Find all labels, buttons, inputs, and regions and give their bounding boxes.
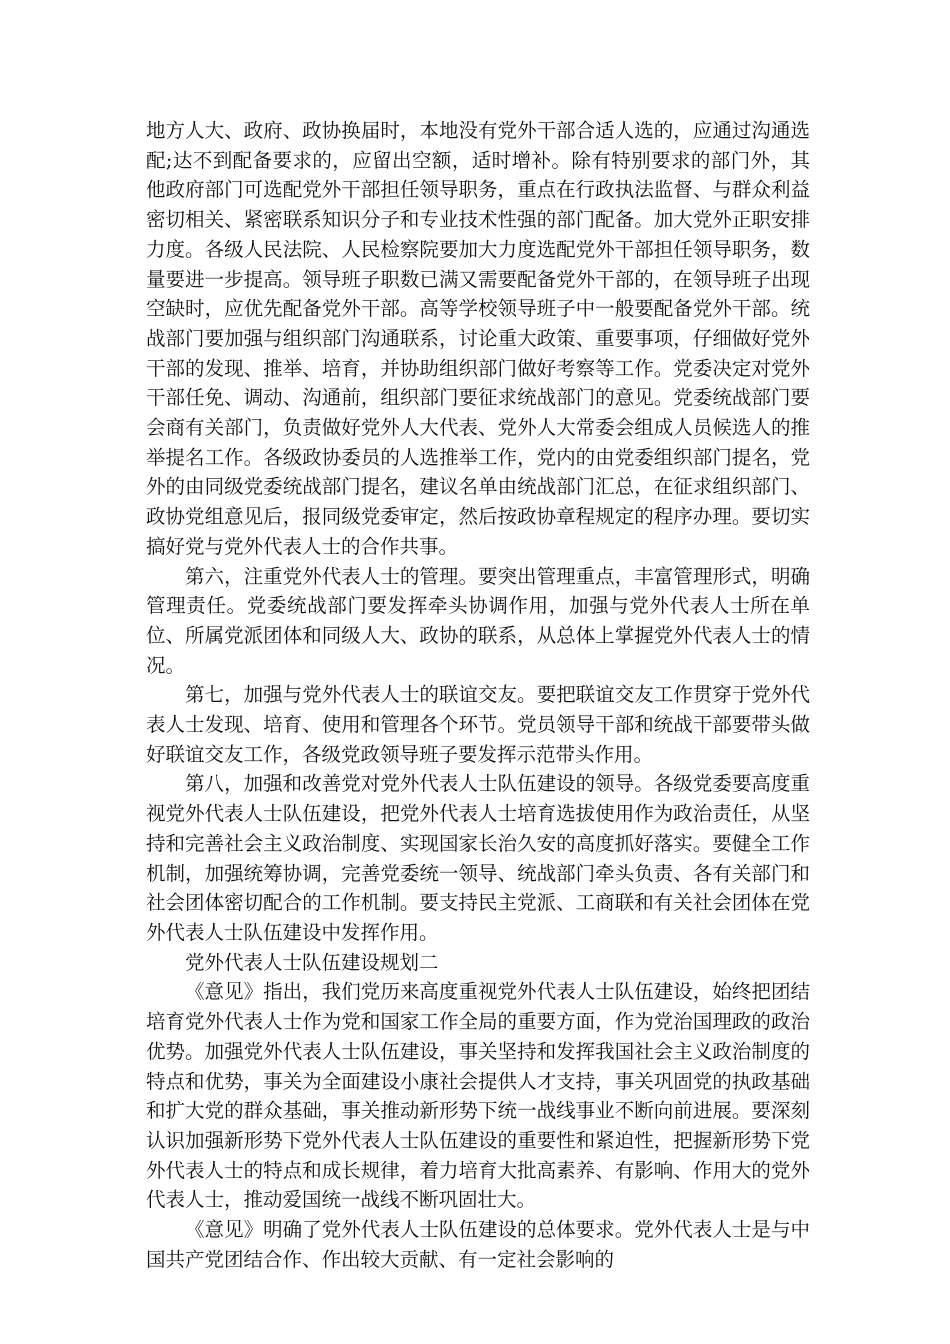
document-body (146, 116, 810, 1274)
paragraph-point-eight: 第八，加强和改善党对党外代表人士队伍建设的领导。各级党委要高度重视党外代表人士队伍建设，把党外代表人士培育选拔使用作为政治责任，从坚持和完善社会主义政治制度、实现国家长治久安的高度抓好落实。要健全工作机制，加强统筹协调，完善党委统一领导、统战部门牵头负责、各有关部门和社会团体密切配合的工作机制。要支持民主党派、工商联和有关社会团体在党外代表人士队伍建设中发挥作用。 (146, 772, 810, 944)
paragraph-opinion-requirements: 《意见》明确了党外代表人士队伍建设的总体要求。党外代表人士是与中国共产党团结合作、作出较大贡献、有一定社会影响的 (146, 1218, 810, 1271)
paragraph-point-seven: 第七，加强与党外代表人士的联谊交友。要把联谊交友工作贯穿于党外代表人士发现、培育、使用和管理各个环节。党员领导干部和统战干部要带头做好联谊交友工作，各级党政领导班子要发挥示范带头作用。 (146, 683, 810, 766)
paragraph-appointment-continuation: 地方人大、政府、政协换届时，本地没有党外干部合适人选的，应通过沟通选配;达不到配备要求的，应留出空额，适时增补。除有特别要求的部门外，其他政府部门可选配党外干部担任领导职务，重点在行政执法监督、与群众利益密切相关、紧密联系知识分子和专业技术性强的部门配备。加大党外正职安排力度。各级人民法院、人民检察院要加大力度选配党外干部担任领导职务，数量要进一步提高。领导班子职数已满又需要配备党外干部的，在领导班子出现空缺时，应优先配备党外干部。高等学校领导班子中一般要配备党外干部。统战部门要加强与组织部门沟通联系，讨论重大政策、重要事项，仔细做好党外干部的发现、推举、培育，并协助组织部门做好考察等工作。党委决定对党外干部任免、调动、沟通前，组织部门要征求统战部门的意见。党委统战部门要会商有关部门，负责做好党外人大代表、党外人大常委会组成人员候选人的推举提名工作。各级政协委员的人选推举工作，党内的由党委组织部门提名，党外的由同级党委统战部门提名，建议名单由统战部门汇总，在征求组织部门、政协党组意见后，报同级党委审定，然后按政协章程规定的程序办理。要切实搞好党与党外代表人士的合作共事。 (146, 119, 810, 558)
section-title: 党外代表人士队伍建设规划二 (185, 950, 439, 974)
paragraph-point-six: 第六，注重党外代表人士的管理。要突出管理重点，丰富管理形式，明确管理责任。党委统战部门要发挥牵头协调作用，加强与党外代表人士所在单位、所属党派团体和同级人大、政协的联系，从总体上掌握党外代表人士的情况。 (146, 564, 810, 677)
paragraph-opinion-importance: 《意见》指出，我们党历来高度重视党外代表人士队伍建设，始终把团结培育党外代表人士作为党和国家工作全局的重要方面，作为党治国理政的政治优势。加强党外代表人士队伍建设，事关坚持和发挥我国社会主义政治制度的特点和优势，事关为全面建设小康社会提供人才支持，事关巩固党的执政基础和扩大党的群众基础，事关推动新形势下统一战线事业不断向前进展。要深刻认识加强新形势下党外代表人士队伍建设的重要性和紧迫性，把握新形势下党外代表人士的特点和成长规律，着力培育大批高素养、有影响、作用大的党外代表人士，推动爱国统一战线不断巩固壮大。 (146, 980, 810, 1212)
